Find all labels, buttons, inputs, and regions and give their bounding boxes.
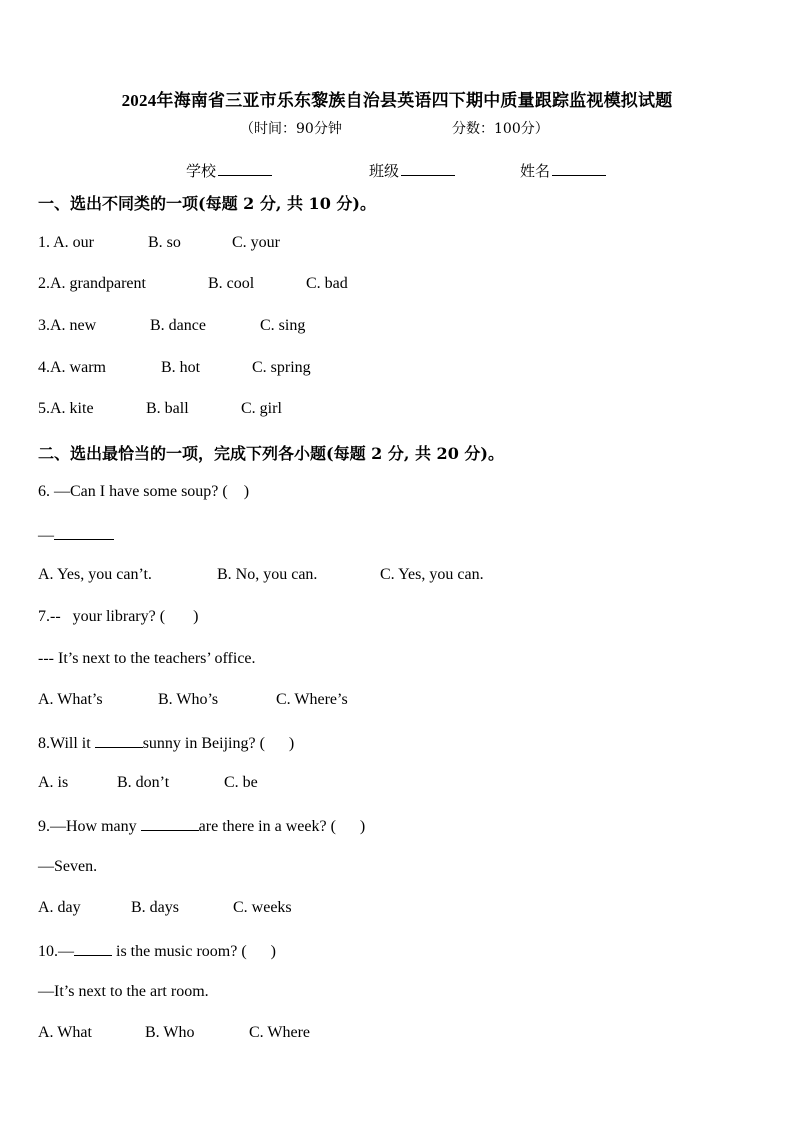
section2-heading: 二、选出最恰当的一项，完成下列各小题(每题 2 分, 共 20 分)。 [38,444,504,463]
name-blank [552,161,606,176]
q8-options [38,774,258,792]
exam-score: 分数：100分） [452,121,549,137]
q6-option-c: C. Yes, you can. [380,566,484,583]
q6-answer-line [38,525,114,545]
q7-option-a: A. What’s [38,691,103,708]
question-2 [38,275,348,293]
name-label: 姓名 [520,162,551,180]
q7-reply: --- It’s next to the teachers’ office. [38,650,256,667]
q5-option-b: B. ball [146,400,189,417]
q1-option-a: 1. A. our [38,234,94,251]
q9-option-a: A. day [38,899,81,916]
q10-reply: —It’s next to the art room. [38,983,209,1000]
q9-blank [141,816,199,831]
q10-text-pre: 10.— [38,943,74,960]
q6-option-b: B. No, you can. [217,566,318,583]
question-10 [38,941,276,961]
q8-option-c: C. be [224,774,258,791]
q10-options [38,1024,311,1042]
question-8 [38,733,294,753]
school-blank [218,161,272,176]
q8-blank [95,733,143,748]
q3-option-c: C. sing [260,317,306,334]
q8-text-pre: 8.Will it [38,735,95,752]
q1-option-b: B. so [148,234,181,251]
q8-option-a: A. is [38,774,69,791]
q6-dash: — [38,527,54,544]
q5-option-a: 5.A. kite [38,400,94,417]
question-1 [38,234,280,252]
q6-option-a: A. Yes, you can’t. [38,566,152,583]
q7-options [38,691,348,709]
school-field [186,160,272,181]
exam-title: 2024年海南省三亚市乐东黎族自治县英语四下期中质量跟踪监视模拟试题 [121,91,673,110]
class-blank [401,161,455,176]
q4-option-c: C. spring [252,359,311,376]
question-4 [38,359,311,377]
q2-option-b: B. cool [208,275,255,292]
name-field [520,160,606,181]
school-label: 学校 [186,162,217,180]
q9-text-pre: 9.—How many [38,818,141,835]
class-field [369,160,455,181]
q7-option-b: B. Who’s [158,691,219,708]
q10-option-b: B. Who [145,1024,195,1041]
q10-text-post: is the music room? ( ) [112,943,276,960]
q9-option-c: C. weeks [233,899,292,916]
q8-text-post: sunny in Beijing? ( ) [142,735,295,752]
q10-option-c: C. Where [249,1024,311,1041]
q5-option-c: C. girl [241,400,282,417]
q10-blank [74,941,112,956]
exam-time: （时间：90分钟 [240,121,342,137]
q7-option-c: C. Where’s [276,691,348,708]
q2-option-c: C. bad [306,275,348,292]
q6-answer-blank [54,525,114,540]
q10-option-a: A. What [38,1024,92,1041]
q9-options [38,899,292,917]
question-5 [38,400,282,418]
q3-option-a: 3.A. new [38,317,97,334]
question-6: 6. —Can I have some soup? ( ) [38,483,250,500]
q9-option-b: B. days [131,899,179,916]
section1-heading: 一、选出不同类的一项(每题 2 分, 共 10 分)。 [38,194,376,213]
q4-option-b: B. hot [161,359,201,376]
q8-option-b: B. don’t [117,774,170,791]
q3-option-b: B. dance [150,317,206,334]
q2-option-a: 2.A. grandparent [38,275,146,292]
q9-text-post: are there in a week? ( ) [198,818,366,835]
q9-reply: —Seven. [38,858,98,875]
question-7: 7.-- your library? ( ) [38,608,199,625]
q6-options [38,566,484,584]
q4-option-a: 4.A. warm [38,359,106,376]
q1-option-c: C. your [232,234,280,251]
class-label: 班级 [369,162,400,180]
question-3 [38,317,306,335]
question-9 [38,816,365,836]
